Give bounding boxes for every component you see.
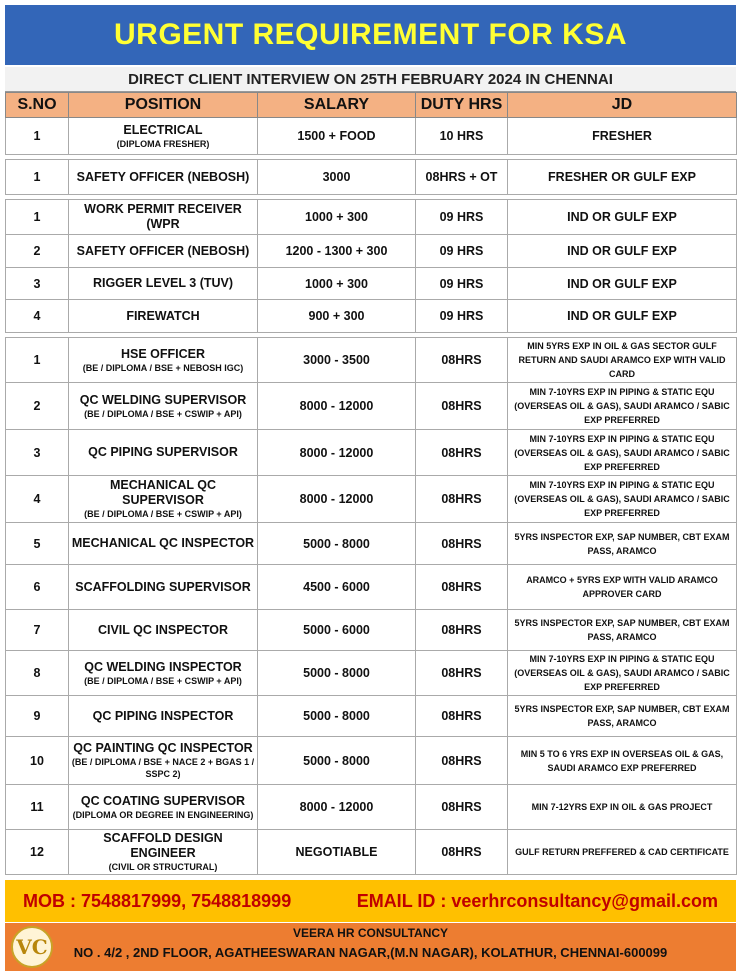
cell-salary: 5000 - 8000 (258, 696, 416, 737)
cell-jd: IND OR GULF EXP (508, 200, 737, 235)
cell-sno: 4 (6, 476, 69, 523)
cell-position (69, 383, 258, 430)
cell-position (69, 118, 258, 155)
cell-jd: IND OR GULF EXP (508, 235, 737, 268)
position-title: MECHANICAL QC SUPERVISOR (109, 478, 217, 507)
table-row (6, 651, 737, 696)
table-row (6, 268, 737, 300)
cell-sno: 3 (6, 268, 69, 300)
cell-position (69, 235, 258, 268)
table-row (6, 737, 737, 785)
cell-duty-hrs: 08HRS (416, 737, 508, 785)
cell-sno: 12 (6, 830, 69, 875)
cell-salary: 5000 - 8000 (258, 651, 416, 696)
cell-duty-hrs: 09 HRS (416, 200, 508, 235)
cell-jd: 5YRS INSPECTOR EXP, SAP NUMBER, CBT EXAM PASS, ARAMCO (508, 696, 737, 737)
table-row (6, 430, 737, 476)
position-title: QC PAINTING QC INSPECTOR (73, 741, 253, 755)
cell-salary: 8000 - 12000 (258, 430, 416, 476)
header-duty-hrs: DUTY HRS (416, 93, 508, 118)
table-row (6, 118, 737, 155)
position-qualification: (BE / DIPLOMA / BSE + CSWIP + API) (84, 675, 242, 686)
cell-sno: 8 (6, 651, 69, 696)
cell-sno: 2 (6, 235, 69, 268)
cell-salary: 3000 (258, 160, 416, 195)
cell-duty-hrs: 08HRS (416, 830, 508, 875)
cell-duty-hrs: 08HRS (416, 430, 508, 476)
cell-jd: IND OR GULF EXP (508, 300, 737, 333)
company-bar (5, 923, 736, 971)
table-row (6, 300, 737, 333)
contact-bar (5, 880, 736, 922)
cell-position (69, 200, 258, 235)
position-title: WORK PERMIT RECEIVER (WPR (84, 202, 242, 231)
header-jd: JD (508, 93, 737, 118)
cell-sno: 10 (6, 737, 69, 785)
cell-duty-hrs: 08HRS (416, 785, 508, 830)
cell-sno: 2 (6, 383, 69, 430)
mobile-numbers: MOB : 7548817999, 7548818999 (23, 890, 292, 911)
cell-sno: 1 (6, 338, 69, 383)
cell-sno: 6 (6, 565, 69, 610)
cell-sno: 11 (6, 785, 69, 830)
cell-position (69, 430, 258, 476)
position-qualification: (BE / DIPLOMA / BSE + CSWIP + API) (84, 509, 242, 519)
table-row (6, 235, 737, 268)
position-title: HSE OFFICER (120, 346, 206, 361)
position-title: QC WELDING SUPERVISOR (79, 392, 247, 407)
cell-salary: 8000 - 12000 (258, 383, 416, 430)
logo-monogram: VC (16, 935, 48, 959)
cell-position (69, 785, 258, 830)
cell-salary: 5000 - 8000 (258, 523, 416, 565)
cell-position (69, 565, 258, 610)
cell-salary: 5000 - 6000 (258, 610, 416, 651)
position-title: RIGGER LEVEL 3 (TUV) (92, 276, 234, 290)
cell-duty-hrs: 09 HRS (416, 268, 508, 300)
cell-position (69, 523, 258, 565)
header-sno: S.NO (6, 93, 69, 118)
cell-position (69, 300, 258, 333)
position-qualification: (BE / DIPLOMA / BSE + NEBOSH IGC) (82, 362, 244, 373)
table-row (6, 610, 737, 651)
cell-position (69, 268, 258, 300)
cell-duty-hrs: 08HRS (416, 338, 508, 383)
cell-jd: 5YRS INSPECTOR EXP, SAP NUMBER, CBT EXAM PASS, ARAMCO (508, 610, 737, 651)
table-row (6, 476, 737, 523)
cell-salary: 8000 - 12000 (258, 476, 416, 523)
cell-jd: GULF RETURN PREFFERED & CAD CERTIFICATE (508, 830, 737, 875)
cell-jd: MIN 7-10YRS EXP IN PIPING & STATIC EQU (OVERSEAS OIL & GAS), SAUDI ARAMCO / SABIC EXP PREFERRED (508, 383, 737, 430)
cell-salary: 8000 - 12000 (258, 785, 416, 830)
position-title: FIREWATCH (126, 308, 200, 323)
cell-salary: 1200 - 1300 + 300 (258, 235, 416, 268)
table-row (6, 696, 737, 737)
subtitle-banner (5, 67, 736, 92)
position-title: SAFETY OFFICER (NEBOSH) (76, 243, 250, 258)
position-qualification: (CIVIL OR STRUCTURAL) (108, 862, 218, 872)
cell-sno: 4 (6, 300, 69, 333)
cell-jd: MIN 7-10YRS EXP IN PIPING & STATIC EQU (OVERSEAS OIL & GAS), SAUDI ARAMCO / SABIC EXP PREFERRED (508, 476, 737, 523)
interview-notice: DIRECT CLIENT INTERVIEW ON 25TH FEBRUARY 2024 IN CHENNAI (128, 70, 613, 88)
cell-sno: 3 (6, 430, 69, 476)
title-banner (5, 5, 736, 65)
cell-position (69, 651, 258, 696)
table-header-row (6, 93, 737, 118)
cell-jd: MIN 7-10YRS EXP IN PIPING & STATIC EQU (OVERSEAS OIL & GAS), SAUDI ARAMCO / SABIC EXP PREFERRED (508, 651, 737, 696)
position-title: SCAFFOLDING SUPERVISOR (75, 579, 251, 594)
position-qualification: (BE / DIPLOMA / BSE + NACE 2 + BGAS 1 / SSPC 2) (71, 757, 255, 779)
position-qualification: (BE / DIPLOMA / BSE + CSWIP + API) (84, 408, 242, 419)
table-row (6, 565, 737, 610)
position-title: CIVIL QC INSPECTOR (97, 622, 229, 637)
cell-sno: 1 (6, 118, 69, 155)
cell-duty-hrs: 08HRS (416, 610, 508, 651)
table-row (6, 785, 737, 830)
cell-salary: 1500 + FOOD (258, 118, 416, 155)
position-title: ELECTRICAL (123, 122, 203, 137)
header-salary: SALARY (258, 93, 416, 118)
cell-position (69, 338, 258, 383)
requirements-table (5, 92, 737, 875)
table-body (6, 118, 737, 875)
cell-salary: 900 + 300 (258, 300, 416, 333)
cell-duty-hrs: 08HRS (416, 383, 508, 430)
table-row (6, 830, 737, 875)
position-title: MECHANICAL QC INSPECTOR (71, 536, 255, 550)
company-address: NO . 4/2 , 2ND FLOOR, AGATHEESWARAN NAGAR,(M.N NAGAR), KOLATHUR, CHENNAI-600099 (73, 945, 668, 960)
cell-salary: 4500 - 6000 (258, 565, 416, 610)
cell-jd: FRESHER (508, 118, 737, 155)
cell-duty-hrs: 08HRS (416, 651, 508, 696)
cell-jd: MIN 7-10YRS EXP IN PIPING & STATIC EQU (OVERSEAS OIL & GAS), SAUDI ARAMCO / SABIC EXP PREFERRED (508, 430, 737, 476)
cell-duty-hrs: 10 HRS (416, 118, 508, 155)
cell-jd: FRESHER OR GULF EXP (508, 160, 737, 195)
table-row (6, 338, 737, 383)
cell-jd: ARAMCO + 5YRS EXP WITH VALID ARAMCO APPROVER CARD (508, 565, 737, 610)
cell-sno: 9 (6, 696, 69, 737)
position-title: SAFETY OFFICER (NEBOSH) (76, 169, 250, 184)
position-title: QC WELDING INSPECTOR (84, 659, 242, 674)
cell-salary: 1000 + 300 (258, 268, 416, 300)
cell-position (69, 160, 258, 195)
position-title: QC PIPING SUPERVISOR (88, 445, 238, 459)
cell-sno: 1 (6, 200, 69, 235)
cell-position (69, 476, 258, 523)
header-position: POSITION (69, 93, 258, 118)
position-title: SCAFFOLD DESIGN ENGINEER (103, 831, 223, 860)
cell-duty-hrs: 08HRS (416, 565, 508, 610)
page-title: URGENT REQUIREMENT FOR KSA (113, 18, 627, 51)
cell-salary: 3000 - 3500 (258, 338, 416, 383)
table-row (6, 523, 737, 565)
position-qualification: (DIPLOMA FRESHER) (116, 138, 210, 149)
cell-duty-hrs: 09 HRS (416, 235, 508, 268)
cell-duty-hrs: 08HRS (416, 696, 508, 737)
cell-sno: 5 (6, 523, 69, 565)
table-row (6, 160, 737, 195)
cell-jd: 5YRS INSPECTOR EXP, SAP NUMBER, CBT EXAM PASS, ARAMCO (508, 523, 737, 565)
cell-position (69, 610, 258, 651)
table-row (6, 383, 737, 430)
company-name: VEERA HR CONSULTANCY (292, 926, 449, 940)
cell-jd: IND OR GULF EXP (508, 268, 737, 300)
cell-salary: NEGOTIABLE (258, 830, 416, 875)
cell-jd: MIN 5YRS EXP IN OIL & GAS SECTOR GULF RETURN AND SAUDI ARAMCO EXP WITH VALID CARD (508, 338, 737, 383)
cell-position (69, 830, 258, 875)
position-qualification: (DIPLOMA OR DEGREE IN ENGINEERING) (72, 809, 254, 820)
cell-position (69, 737, 258, 785)
cell-salary: 5000 - 8000 (258, 737, 416, 785)
email-address: EMAIL ID : veerhrconsultancy@gmail.com (356, 890, 718, 911)
cell-position (69, 696, 258, 737)
cell-duty-hrs: 08HRS + OT (416, 160, 508, 195)
cell-jd: MIN 7-12YRS EXP IN OIL & GAS PROJECT (508, 785, 737, 830)
cell-duty-hrs: 08HRS (416, 476, 508, 523)
cell-duty-hrs: 08HRS (416, 523, 508, 565)
cell-sno: 1 (6, 160, 69, 195)
cell-salary: 1000 + 300 (258, 200, 416, 235)
cell-sno: 7 (6, 610, 69, 651)
table-row (6, 200, 737, 235)
position-title: QC PIPING INSPECTOR (92, 708, 234, 723)
cell-jd: MIN 5 TO 6 YRS EXP IN OVERSEAS OIL & GAS, SAUDI ARAMCO EXP PREFERRED (508, 737, 737, 785)
position-title: QC COATING SUPERVISOR (80, 793, 246, 808)
cell-duty-hrs: 09 HRS (416, 300, 508, 333)
